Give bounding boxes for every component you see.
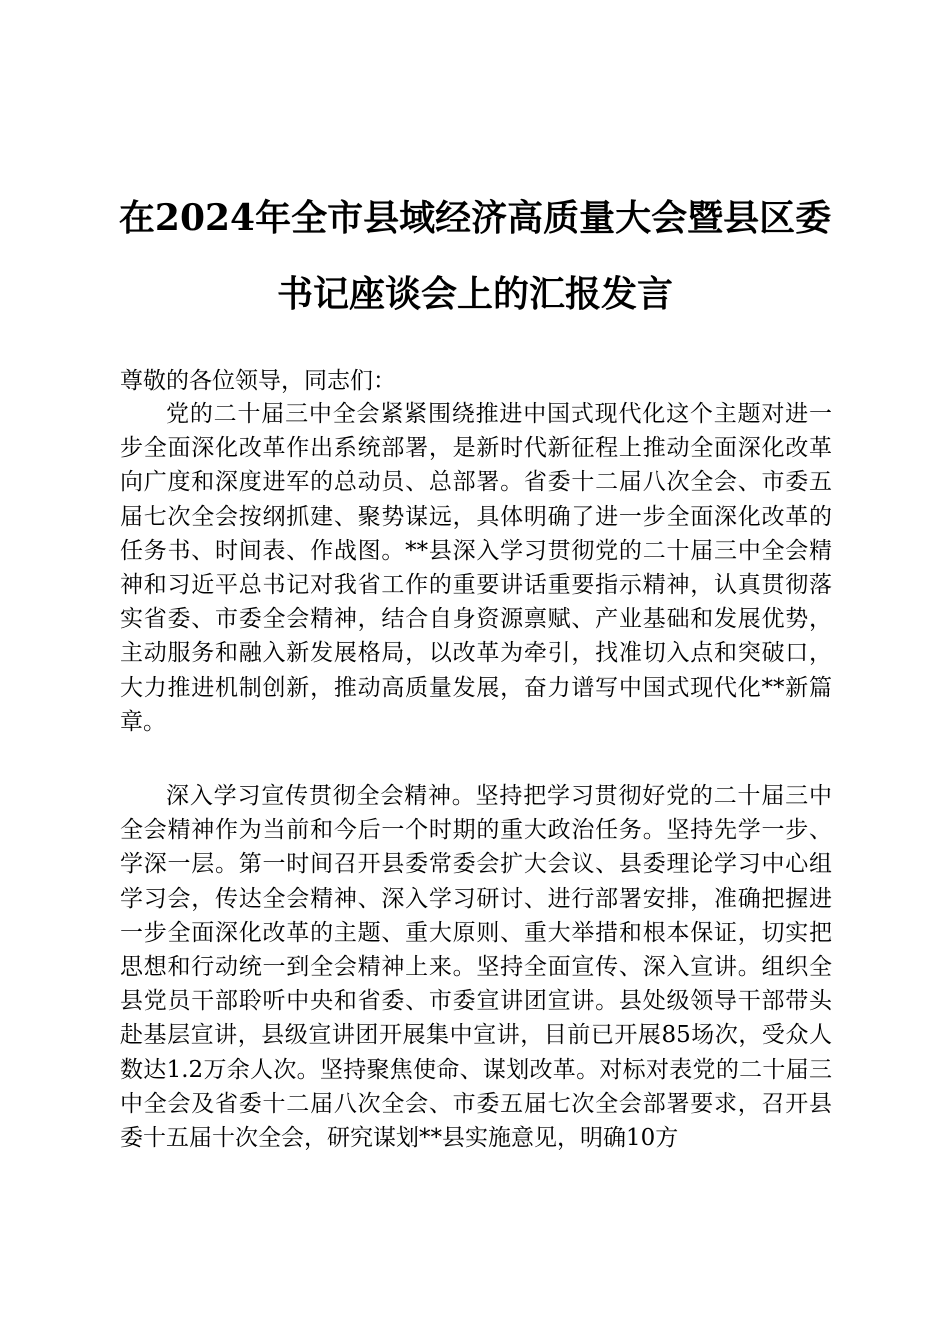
document-title-line-1: 在2024年全市县域经济高质量大会暨县区委 <box>118 197 832 239</box>
paragraph: 深入学习宣传贯彻全会精神。坚持把学习贯彻好党的二十届三中全会精神作为当前和今后一个时期的重大政治任务。坚持先学一步、学深一层。第一时间召开县委常委会扩大会议、县委理论学习中心组学习会，传达全会精神、深入学习研讨、进行部署安排，准确把握进一步全面深化改革的主题、重大原则、重大举措和根本保证，切实把思想和行动统一到全会精神上来。坚持全面宣传、深入宣讲。组织全县党员干部聆听中央和省委、市委宣讲团宣讲。县处级领导干部带头赴基层宣讲，县级宣讲团开展集中宣讲，目前已开展85场次，受众人数达1.2万余人次。坚持聚焦使命、谋划改革。对标对表党的二十届三中全会及省委十二届八次全会、市委五届七次全会部署要求，召开县委十五届十次全会，研究谋划**县实施意见，明确10方 <box>120 783 832 1152</box>
paragraph: 党的二十届三中全会紧紧围绕推进中国式现代化这个主题对进一步全面深化改革作出系统部署，是新时代新征程上推动全面深化改革向广度和深度进军的总动员、总部署。省委十二届八次全会、市委五届七次全会按纲抓建、聚势谋远，具体明确了进一步全面深化改革的任务书、时间表、作战图。**县深入学习贯彻党的二十届三中全会精神和习近平总书记对我省工作的重要讲话重要指示精神，认真贯彻落实省委、市委全会精神，结合自身资源禀赋、产业基础和发展优势，主动服务和融入新发展格局，以改革为牵引，找准切入点和突破口，大力推进机制创新，推动高质量发展，奋力谱写中国式现代化**新篇章。 <box>120 401 832 735</box>
document-title-line-2: 书记座谈会上的汇报发言 <box>276 273 673 315</box>
salutation: 尊敬的各位领导，同志们： <box>120 368 396 394</box>
